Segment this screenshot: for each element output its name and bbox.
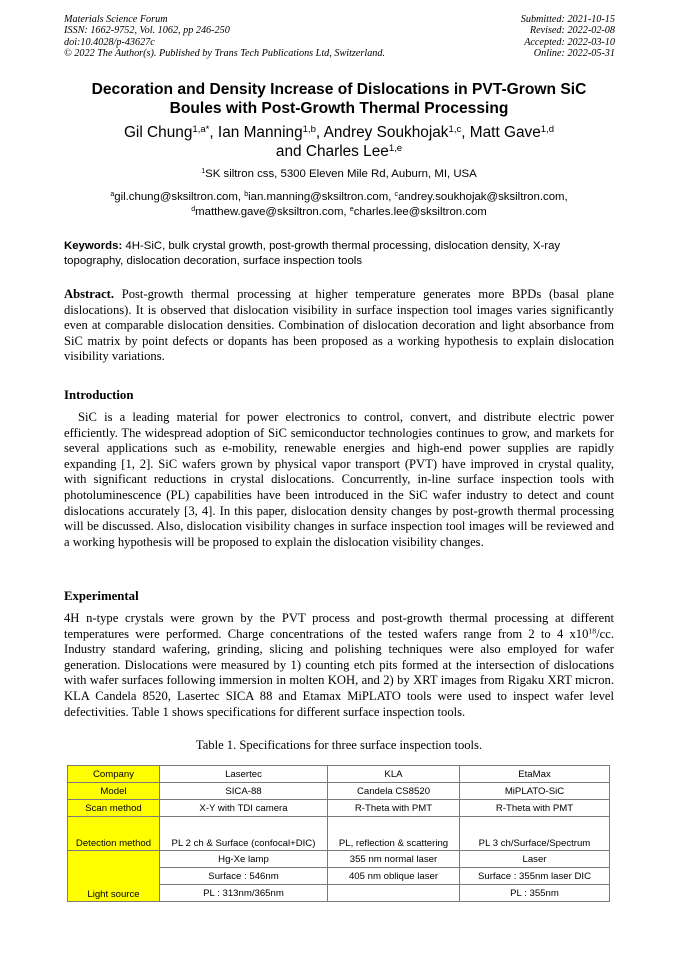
table-cell: 355 nm normal laser: [328, 851, 460, 868]
submitted-date: Submitted: 2021-10-15: [520, 14, 615, 25]
experimental-text-b: /cc. Industry standard wafering, grinding, slicing and polishing techniques were also employed for wafer generation. Dislocations were measured by 1) counting etch pits formed at the intersection of dislocations with wafer surfaces following immersion in molten KOH, and 2) by XRT images from Rigaku XRT micron. KLA Candela 8520, Lasertec SICA 88 and Etamax MiPLATO tools were used to inspect wafer level defectivities. Table 1 shows specifications for different surface inspection tools.: [64, 626, 614, 719]
author-affil-mark: 1,d: [540, 123, 555, 135]
table-cell: [328, 885, 460, 902]
table-cell: PL : 355nm: [460, 885, 610, 902]
author-separator: ,: [461, 124, 470, 141]
author-line-2: [64, 142, 614, 161]
issn-line: ISSN: 1662-9752, Vol. 1062, pp 246-250: [64, 25, 230, 37]
email-list: [64, 190, 614, 219]
author-affil-mark: 1,a*: [192, 123, 210, 135]
table-row: [68, 800, 610, 817]
table-cell: Hg-Xe lamp: [160, 851, 328, 868]
table-cell: Surface : 355nm laser DIC: [460, 868, 610, 885]
experimental-paragraph: [64, 611, 614, 720]
author-name: Ian Manning: [217, 124, 303, 141]
journal-name: Materials Science Forum: [64, 14, 168, 25]
table-cell: Lasertec: [160, 766, 328, 783]
online-date: Online: 2022-05-31: [533, 48, 615, 60]
email-address[interactable]: matthew.gave@sksiltron.com,: [195, 205, 350, 218]
author-separator: ,: [209, 124, 218, 141]
email-address[interactable]: charles.lee@sksiltron.com: [353, 205, 487, 218]
table-caption: Table 1. Specifications for three surface inspection tools.: [195, 738, 483, 752]
table-row: [68, 766, 610, 783]
row-label: Company: [68, 766, 160, 783]
author-line-1: [64, 123, 614, 142]
keywords: [64, 239, 614, 268]
email-mark: b: [244, 191, 249, 199]
introduction-paragraph: SiC is a leading material for power electronics to control, convert, and distribute electric power efficiently. The widespread adoption of SiC semiconductor technologies continues to grow, and markets for several applications such as e-mobility, renewable energies and high-end power supplies are rapidly expanding [1, 2]. SiC wafers grown by physical vapor transport (PVT) have improved in crystal quality, with significant reductions in crystal dislocations. Concurrently, in-line surface inspection tools with photoluminescence (PL) capabilities have been introduced in the SiC wafer industry to detect and count dislocations accurately [3, 4]. In this paper, dislocation density changes by post-growth thermal processing will be discussed. Also, dislocation visibility changes in surface inspection tool images will be reviewed and a working hypothesis will be proposed to explain the dislocation visibility changes.: [64, 410, 614, 549]
author-affil-mark: 1,e: [388, 142, 403, 154]
author-affil-mark: 1,b: [302, 123, 316, 135]
author-affil-mark: 1,c: [448, 123, 462, 135]
abstract-label: Abstract.: [64, 287, 115, 301]
table-cell: SICA-88: [160, 783, 328, 800]
experimental-heading: Experimental: [64, 589, 139, 603]
table-cell: EtaMax: [460, 766, 610, 783]
email-address[interactable]: andrey.soukhojak@sksiltron.com,: [398, 191, 568, 203]
affiliation-mark: 1: [201, 168, 206, 176]
email-address[interactable]: ian.manning@sksiltron.com,: [248, 191, 395, 203]
row-label: Scan method: [68, 800, 160, 817]
table-cell: R-Theta with PMT: [460, 800, 610, 817]
author-list: [64, 123, 614, 161]
table-cell: MiPLATO-SiC: [460, 783, 610, 800]
email-address[interactable]: gil.chung@sksiltron.com,: [114, 191, 245, 203]
email-mark: e: [349, 205, 354, 213]
email-line-1: [64, 190, 614, 205]
dates-header: [474, 14, 615, 60]
row-label: Light source: [68, 851, 160, 902]
table-cell: Laser: [460, 851, 610, 868]
keywords-text: 4H-SiC, bulk crystal growth, post-growth thermal processing, dislocation density, X-ray topography, dislocation decoration, surface inspection tools: [64, 240, 561, 267]
email-mark: d: [191, 205, 196, 213]
title-line-2: Boules with Post-Growth Thermal Processing: [169, 100, 509, 117]
table-cell: Surface : 546nm: [160, 868, 328, 885]
table-row: [68, 817, 610, 851]
table-cell: X-Y with TDI camera: [160, 800, 328, 817]
table-cell: PL 2 ch & Surface (confocal+DIC): [160, 817, 328, 851]
copyright-line: © 2022 The Author(s). Published by Trans Tech Publications Ltd, Switzerland.: [64, 48, 386, 60]
table-cell: PL 3 ch/Surface/Spectrum: [460, 817, 610, 851]
journal-header: [64, 14, 385, 60]
abstract-text: Post-growth thermal processing at higher temperature generates more BPDs (basal plane dislocations). It is observed that dislocation visibility in surface inspection tool images varies significantly even at comparable dislocation densities. Combination of dislocation decoration and light absorbance from SiC matrix by point defects or dopants has been proposed as a working hypothesis to explain dislocation visibility variations.: [64, 287, 614, 364]
table-cell: PL, reflection & scattering: [328, 817, 460, 851]
email-mark: c: [394, 191, 399, 199]
author-name: Andrey Soukhojak: [323, 124, 449, 141]
author-name: and Charles Lee: [275, 143, 389, 160]
table-cell: Candela CS8520: [328, 783, 460, 800]
abstract: [64, 287, 614, 365]
row-label: Detection method: [68, 817, 160, 851]
revised-date: Revised: 2022-02-08: [529, 25, 615, 37]
introduction-heading: Introduction: [64, 388, 134, 402]
table-row: [68, 851, 610, 868]
keywords-label: Keywords:: [64, 240, 123, 252]
row-label: Model: [68, 783, 160, 800]
author-name: Gil Chung: [123, 124, 193, 141]
title-line-1: Decoration and Density Increase of Dislocations in PVT-Grown SiC: [91, 81, 587, 98]
author-name: Matt Gave: [469, 124, 541, 141]
paper-title: [64, 80, 614, 118]
accepted-date: Accepted: 2022-03-10: [524, 36, 615, 48]
affiliation: [64, 167, 614, 181]
specifications-table: [67, 765, 610, 902]
table-cell: KLA: [328, 766, 460, 783]
doi-line: doi:10.4028/p-43627c: [64, 36, 155, 48]
table-cell: PL : 313nm/365nm: [160, 885, 328, 902]
affiliation-text: SK siltron css, 5300 Eleven Mile Rd, Auburn, MI, USA: [205, 168, 477, 180]
email-mark: a: [110, 191, 115, 199]
email-line-2: [64, 205, 614, 220]
table-cell: R-Theta with PMT: [328, 800, 460, 817]
experimental-text-a: 4H n-type crystals were grown by the PVT process and post-growth thermal processing at different temperatures were performed. Charge concentrations of the tested wafers range from 2 to 4 x10: [64, 611, 614, 641]
exponent: 18: [588, 626, 597, 636]
table-cell: 405 nm oblique laser: [328, 868, 460, 885]
table-row: [68, 783, 610, 800]
author-separator: ,: [315, 124, 324, 141]
